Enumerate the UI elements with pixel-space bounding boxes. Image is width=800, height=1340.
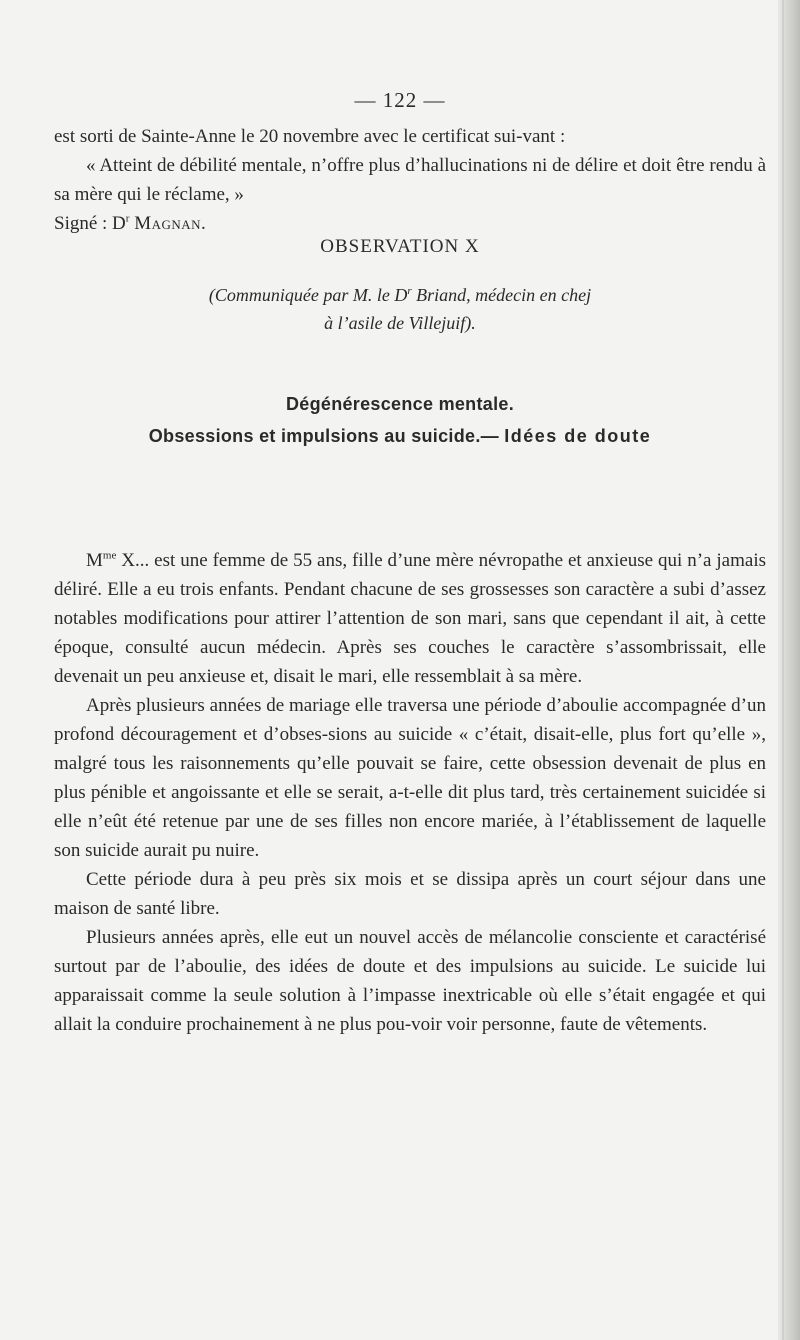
note-prefix: (Communiquée par M. le D [208, 285, 408, 305]
case-body [54, 546, 766, 1039]
signature [54, 209, 766, 238]
subject-line2-b: Idées de doute [504, 426, 652, 446]
subject-line2 [0, 420, 800, 452]
paragraph-4: Plusieurs années après, elle eut un nouvel accès de mélancolie consciente et caractérisé surtout par de l’aboulie, des idées de doute et des impulsions au suicide. Le suicide lui apparaissait comme la seule solution à l’impasse inextricable où elle s’était engagée et qui allait la conduire prochainement à ne plus pou-voir voir personne, faute de vêtements. [54, 927, 766, 1035]
observation-note-line2: à l’asile de Villejuif). [324, 313, 476, 333]
observation-note-line1 [0, 281, 800, 309]
page-edge-line [782, 0, 784, 1340]
opening-line: est sorti de Sainte-Anne le 20 novembre avec le certificat sui-vant : [54, 126, 566, 147]
observation-title: OBSERVATION X [320, 236, 480, 257]
signature-sup: r [125, 212, 130, 225]
opening-section [54, 122, 766, 238]
subject-line2-a: Obsessions et impulsions au suicide.— [148, 426, 505, 446]
observation-note [0, 281, 800, 337]
page-number: — 122 — [354, 88, 446, 112]
p1-sup: me [102, 549, 117, 562]
note-sup: r [407, 285, 412, 297]
paragraph-2: Après plusieurs années de mariage elle traversa une période d’aboulie accompagnée d’un profond découragement et d’obses-sions au suicide « c’était, disait-elle, plus fort qu’elle », malgré tous les raisonnements qu’elle pouvait se faire, cette obsession devenait de plus en plus pénible et angoissante et elle se serait, a-t-elle dit plus tard, très certainement suicidée si elle n’eût été retenue par une de ses filles non encore mariée, à l’établissement de laquelle son suicide aurait pu nuire. [54, 695, 766, 861]
subject-heading [0, 388, 800, 452]
signature-name: Magnan. [134, 213, 207, 234]
signature-prefix: Signé : D [54, 213, 126, 234]
subject-line1: Dégénérescence mentale. [285, 394, 514, 414]
paragraph-1 [54, 546, 766, 691]
p1-text: X... est une femme de 55 ans, fille d’une mère névropathe et anxieuse qui n’a jamais déliré. Elle a eu trois enfants. Pendant chacune de ses grossesses son caractère a subi d’assez notables modifications pour attirer l’attention de son mari, sans que cependant il ait, à cette époque, consulté aucun médecin. Après ses couches le caractère s’assombrissait, elle devenait un peu anxieuse et, disait le mari, elle ressemblait à sa mère. [54, 550, 766, 687]
certificate-quote: « Atteint de débilité mentale, n’offre plus d’hallucinations ni de délire et doit être rendu à sa mère qui le réclame, » [54, 155, 766, 205]
p1-prefix: M [86, 550, 103, 571]
note-rest: Briand, médecin en chej [411, 285, 592, 305]
paragraph-3: Cette période dura à peu près six mois et se dissipa après un court séjour dans une maison de santé libre. [54, 869, 766, 919]
